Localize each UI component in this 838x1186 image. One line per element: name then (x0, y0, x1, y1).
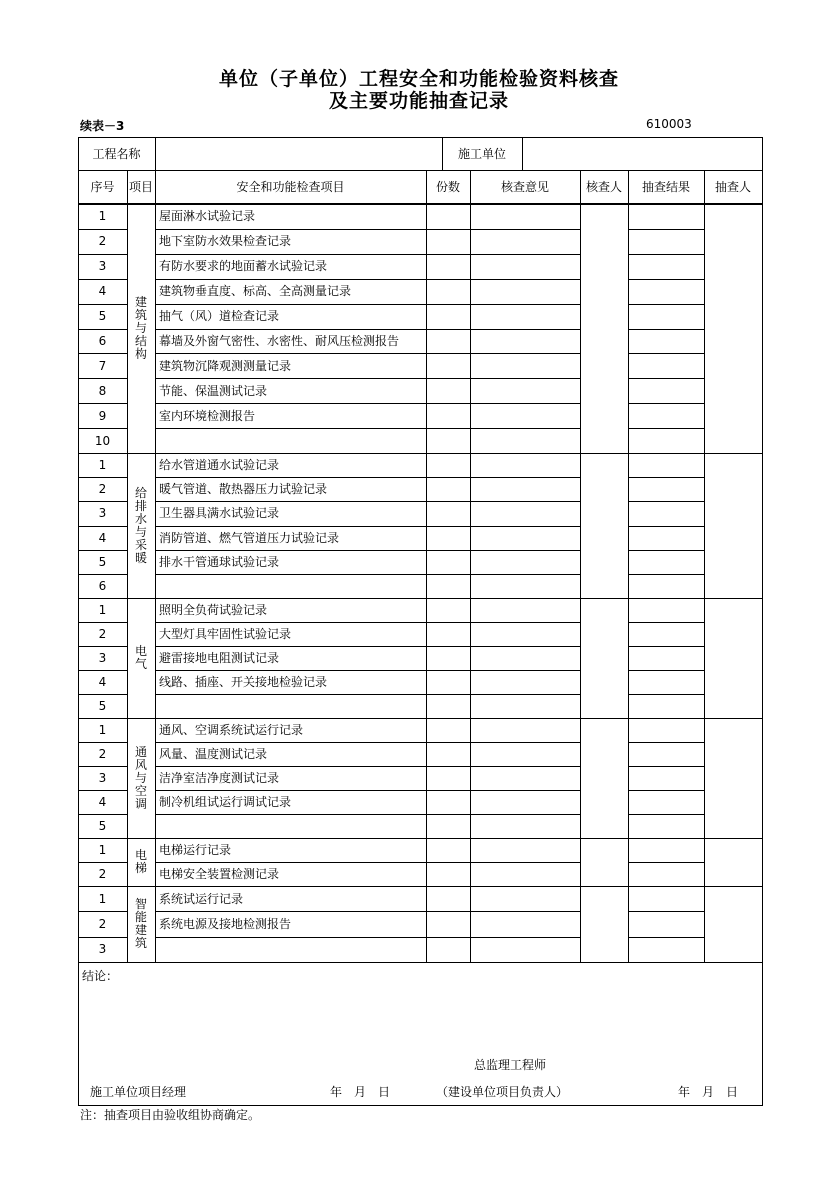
conclusion-label: 结论： (82, 969, 119, 983)
check-item: 室内环境检测报告 (159, 408, 256, 423)
row-number: 1 (98, 458, 107, 473)
rule-line (628, 378, 704, 379)
category-label: 电梯 (134, 848, 147, 875)
check-item: 通风、空调系统试运行记录 (159, 723, 304, 737)
rule-line (155, 378, 580, 379)
rule-line (155, 304, 580, 305)
row-number: 10 (94, 433, 111, 448)
rule-line (78, 526, 127, 527)
row-number: 3 (98, 506, 107, 521)
rule-line (78, 574, 127, 575)
rule-line (628, 911, 704, 912)
header-category: 项目 (128, 179, 153, 194)
check-item: 建筑物沉降观测测量记录 (159, 358, 292, 373)
rule-line (127, 170, 128, 962)
check-item: 电梯安全装置检测记录 (159, 867, 280, 881)
rule-line (628, 937, 704, 938)
rule-line (628, 670, 704, 671)
rule-line (78, 304, 127, 305)
check-item: 系统试运行记录 (159, 891, 244, 906)
row-number: 7 (98, 358, 107, 373)
rule-line (78, 862, 127, 863)
rule-line (155, 254, 580, 255)
rule-line (78, 622, 127, 623)
rule-line (155, 170, 156, 962)
date-left: 年 月 日 (330, 1085, 391, 1099)
row-number: 2 (98, 867, 107, 881)
rule-line (628, 428, 704, 429)
sheet-number: 续表－3 (80, 119, 125, 133)
rule-line (704, 170, 705, 962)
row-number: 1 (98, 843, 107, 857)
row-number: 3 (98, 651, 107, 665)
check-item: 有防水要求的地面蓄水试验记录 (159, 259, 328, 274)
date-right: 年 月 日 (678, 1085, 739, 1099)
rule-line (155, 862, 580, 863)
rule-line (580, 170, 581, 962)
rule-line (78, 598, 762, 599)
rule-line (155, 622, 580, 623)
footnote: 注：抽查项目由验收组协商确定。 (80, 1108, 261, 1122)
rule-line (78, 329, 127, 330)
rule-line (78, 170, 762, 171)
rule-line (155, 911, 580, 912)
row-number: 2 (98, 482, 107, 497)
rule-line (426, 170, 427, 962)
check-item: 抽气（风）道检查记录 (159, 309, 280, 324)
header-item: 安全和功能检查项目 (236, 179, 345, 194)
rule-line (78, 204, 762, 205)
check-item: 系统电源及接地检测报告 (159, 917, 292, 931)
rule-line (628, 814, 704, 815)
rule-line (78, 694, 127, 695)
row-number: 2 (98, 747, 107, 761)
rule-line (78, 911, 127, 912)
row-number: 3 (98, 942, 107, 957)
rule-line (78, 814, 127, 815)
category-label: 电气 (134, 644, 147, 671)
header-result: 抽查结果 (641, 179, 690, 194)
check-item: 给水管道通水试验记录 (159, 458, 280, 473)
rule-line (628, 790, 704, 791)
rule-line (78, 378, 127, 379)
rule-line (628, 526, 704, 527)
check-item: 建筑物垂直度、标高、全高测量记录 (159, 284, 352, 299)
rule-line (78, 886, 762, 887)
rule-line (628, 254, 704, 255)
rule-line (155, 790, 580, 791)
rule-line (155, 329, 580, 330)
header-seq: 序号 (90, 179, 115, 194)
row-number: 1 (98, 603, 107, 617)
row-number: 4 (98, 530, 107, 545)
rule-line (155, 229, 580, 230)
check-item: 电梯运行记录 (159, 843, 232, 857)
form-code: 610003 (646, 117, 692, 131)
rule-line (155, 403, 580, 404)
rule-line (628, 353, 704, 354)
contractor-label: 施工单位 (457, 146, 506, 161)
contractor-manager-label: 施工单位项目经理 (90, 1085, 187, 1099)
rule-line (78, 670, 127, 671)
check-item: 屋面淋水试验记录 (159, 209, 256, 224)
owner-rep-label: （建设单位项目负责人） (436, 1085, 569, 1099)
header-checker: 核查人 (585, 179, 622, 194)
check-item: 大型灯具牢固性试验记录 (159, 627, 292, 641)
check-item: 照明全负荷试验记录 (159, 603, 268, 617)
rule-line (155, 428, 580, 429)
category-label: 通风与空调 (134, 744, 147, 811)
rule-line (522, 137, 523, 170)
rule-line (155, 279, 580, 280)
rule-line (155, 526, 580, 527)
rule-line (78, 477, 127, 478)
row-number: 4 (98, 675, 107, 689)
rule-line (155, 814, 580, 815)
rule-line (155, 646, 580, 647)
rule-line (155, 937, 580, 938)
rule-line (78, 962, 762, 963)
rule-line (628, 279, 704, 280)
check-item: 地下室防水效果检查记录 (159, 234, 292, 249)
rule-line (78, 403, 127, 404)
check-item: 避雷接地电阻测试记录 (159, 651, 280, 665)
rule-line (155, 766, 580, 767)
rule-line (78, 742, 127, 743)
rule-line (155, 742, 580, 743)
rule-line (628, 229, 704, 230)
check-item: 卫生器具满水试验记录 (159, 506, 280, 521)
rule-line (628, 574, 704, 575)
rule-line (78, 646, 127, 647)
rule-line (628, 550, 704, 551)
rule-line (155, 550, 580, 551)
category-label: 建筑与结构 (134, 295, 147, 361)
check-item: 线路、插座、开关接地检验记录 (159, 675, 328, 689)
row-number: 6 (98, 333, 107, 348)
category-label: 智能建筑 (134, 897, 147, 950)
row-number: 3 (98, 771, 107, 785)
rule-line (78, 766, 127, 767)
row-number: 9 (98, 408, 107, 423)
rule-line (628, 694, 704, 695)
check-item: 排水干管通球试验记录 (159, 554, 280, 569)
row-number: 5 (98, 554, 107, 569)
rule-line (155, 353, 580, 354)
rule-line (155, 501, 580, 502)
row-number: 3 (98, 259, 107, 274)
rule-line (628, 304, 704, 305)
rule-line (78, 453, 762, 454)
row-number: 2 (98, 627, 107, 641)
rule-line (628, 622, 704, 623)
row-number: 6 (98, 578, 107, 593)
row-number: 5 (98, 309, 107, 324)
rule-line (628, 742, 704, 743)
check-item: 风量、温度测试记录 (159, 747, 268, 761)
rule-line (78, 550, 127, 551)
rule-line (628, 170, 629, 962)
check-item: 消防管道、燃气管道压力试验记录 (159, 530, 340, 545)
header-copies: 份数 (435, 179, 460, 194)
rule-line (628, 862, 704, 863)
row-number: 8 (98, 383, 107, 398)
row-number: 1 (98, 723, 107, 737)
rule-line (155, 670, 580, 671)
row-number: 4 (98, 795, 107, 809)
rule-line (78, 790, 127, 791)
check-item: 制冷机组试运行调试记录 (159, 795, 292, 809)
rule-line (78, 501, 127, 502)
row-number: 4 (98, 284, 107, 299)
row-number: 5 (98, 819, 107, 833)
header-opinion: 核查意见 (500, 179, 549, 194)
chief-engineer-label: 总监理工程师 (474, 1058, 547, 1072)
rule-line (78, 838, 762, 839)
row-number: 1 (98, 891, 107, 906)
rule-line (628, 403, 704, 404)
project-name-label: 工程名称 (92, 146, 141, 161)
rule-line (78, 229, 127, 230)
rule-line (78, 254, 127, 255)
rule-line (78, 718, 762, 719)
form-title-line2: 及主要功能抽查记录 (328, 90, 509, 112)
check-item: 幕墙及外窗气密性、水密性、耐风压检测报告 (159, 333, 400, 348)
rule-line (155, 574, 580, 575)
rule-line (155, 694, 580, 695)
rule-line (155, 477, 580, 478)
row-number: 1 (98, 209, 107, 224)
check-item: 洁净室洁净度测试记录 (159, 771, 280, 785)
rule-line (470, 170, 471, 962)
row-number: 2 (98, 917, 107, 931)
category-label: 给排水与采暖 (134, 485, 147, 565)
rule-line (628, 646, 704, 647)
rule-line (78, 279, 127, 280)
header-inspector: 抽查人 (714, 179, 751, 194)
rule-line (628, 501, 704, 502)
rule-line (628, 766, 704, 767)
check-item: 暖气管道、散热器压力试验记录 (159, 482, 328, 497)
rule-line (78, 937, 127, 938)
form-title-line1: 单位（子单位）工程安全和功能检验资料核查 (218, 68, 619, 90)
rule-line (78, 428, 127, 429)
rule-line (628, 329, 704, 330)
rule-line (78, 353, 127, 354)
rule-line (628, 477, 704, 478)
row-number: 5 (98, 699, 107, 713)
row-number: 2 (98, 234, 107, 249)
rule-line (155, 137, 156, 170)
check-item: 节能、保温测试记录 (159, 383, 268, 398)
